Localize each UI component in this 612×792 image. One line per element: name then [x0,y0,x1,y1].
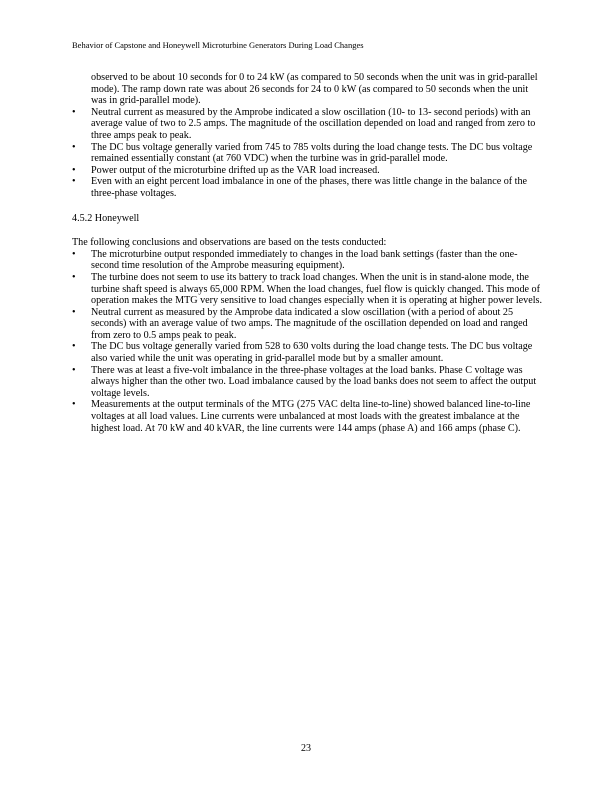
list-item [72,272,542,307]
bullet-text: Even with an eight percent load imbalance in one of the phases, there was little change in the balance of the three-phase voltages. [91,176,528,199]
bullet-icon: • [72,271,76,283]
list-item [72,341,542,364]
bullet-text: The DC bus voltage generally varied from 745 to 785 volts during the load change tests. The DC bus voltage remained essentially constant (at 760 VDC) when the turbine was in grid-parallel mode. [91,141,533,165]
bullet-icon: • [72,341,76,353]
capstone-bullet-list [72,107,542,200]
list-item [72,107,542,142]
section-heading: 4.5.2 Honeywell [72,212,140,224]
list-item [72,176,542,199]
bullet-icon: • [72,106,76,118]
list-item [72,307,542,342]
list-item [72,399,542,434]
bullet-text: Neutral current as measured by the Amprobe indicated a slow oscillation (10- to 13- second periods) with an average value of two to 2.5 amps. The magnitude of the oscillation depended on load and ranged from zero to three amps peak to peak. [91,106,536,141]
list-item [72,365,542,400]
section-intro: The following conclusions and observations are based on the tests conducted: [72,237,387,249]
bullet-text: The turbine does not seem to use its battery to track load changes. When the unit is in stand-alone mode, the turbine shaft speed is always 65,000 RPM. When the load changes, fuel flow is quickly changed. This mode of operation makes the MTG very sensitive to load changes especially when it is operating at higher power levels. [91,271,542,307]
bullet-text: There was at least a five-volt imbalance in the three-phase voltages at the load banks. Phase C voltage was always higher than the other two. Load imbalance caused by the load banks does not seem to affect the output voltage levels. [91,364,537,399]
continued-bullet-text: observed to be about 10 seconds for 0 to 24 kW (as compared to 50 seconds when the unit was in grid-parallel mode). The ramp down rate was about 26 seconds for 24 to 0 kW (as compared to 50 seconds when the unit was in grid-parallel mode). [91,72,538,107]
running-header: Behavior of Capstone and Honeywell Microturbine Generators During Load Changes [72,40,364,50]
bullet-text: Measurements at the output terminals of the MTG (275 VAC delta line-to-line) showed balanced line-to-line voltages at all load values. Line currents were unbalanced at most loads with the greatest imbalance at the highest load. At 70 kW and 40 kVAR, the line currents were 144 amps (phase A) and 166 amps (phase C). [91,399,531,434]
bullet-text: Neutral current as measured by the Amprobe data indicated a slow oscillation (with a period of about 25 seconds) with an average value of two amps. The magnitude of the oscillation depended on load and ranged from zero to 0.5 amps peak to peak. [91,306,528,341]
bullet-icon: • [72,364,76,376]
list-item [72,165,542,177]
bullet-text: Power output of the microturbine drifted up as the VAR load increased. [91,164,380,176]
bullet-icon: • [72,306,76,318]
bullet-icon: • [72,141,76,153]
bullet-icon: • [72,176,76,188]
bullet-text: The DC bus voltage generally varied from 528 to 630 volts during the load change tests. The DC bus voltage also varied while the unit was operating in grid-parallel mode but by a smaller amount. [91,341,533,365]
page-number: 23 [301,743,311,754]
list-item [72,249,542,272]
page-body [72,72,542,434]
bullet-text: The microturbine output responded immediately to changes in the load bank settings (faster than the one-second time resolution of the Amprobe measuring equipment). [91,248,518,272]
bullet-icon: • [72,248,76,260]
bullet-icon: • [72,399,76,411]
list-item [72,142,542,165]
bullet-icon: • [72,164,76,176]
honeywell-bullet-list [72,249,542,435]
